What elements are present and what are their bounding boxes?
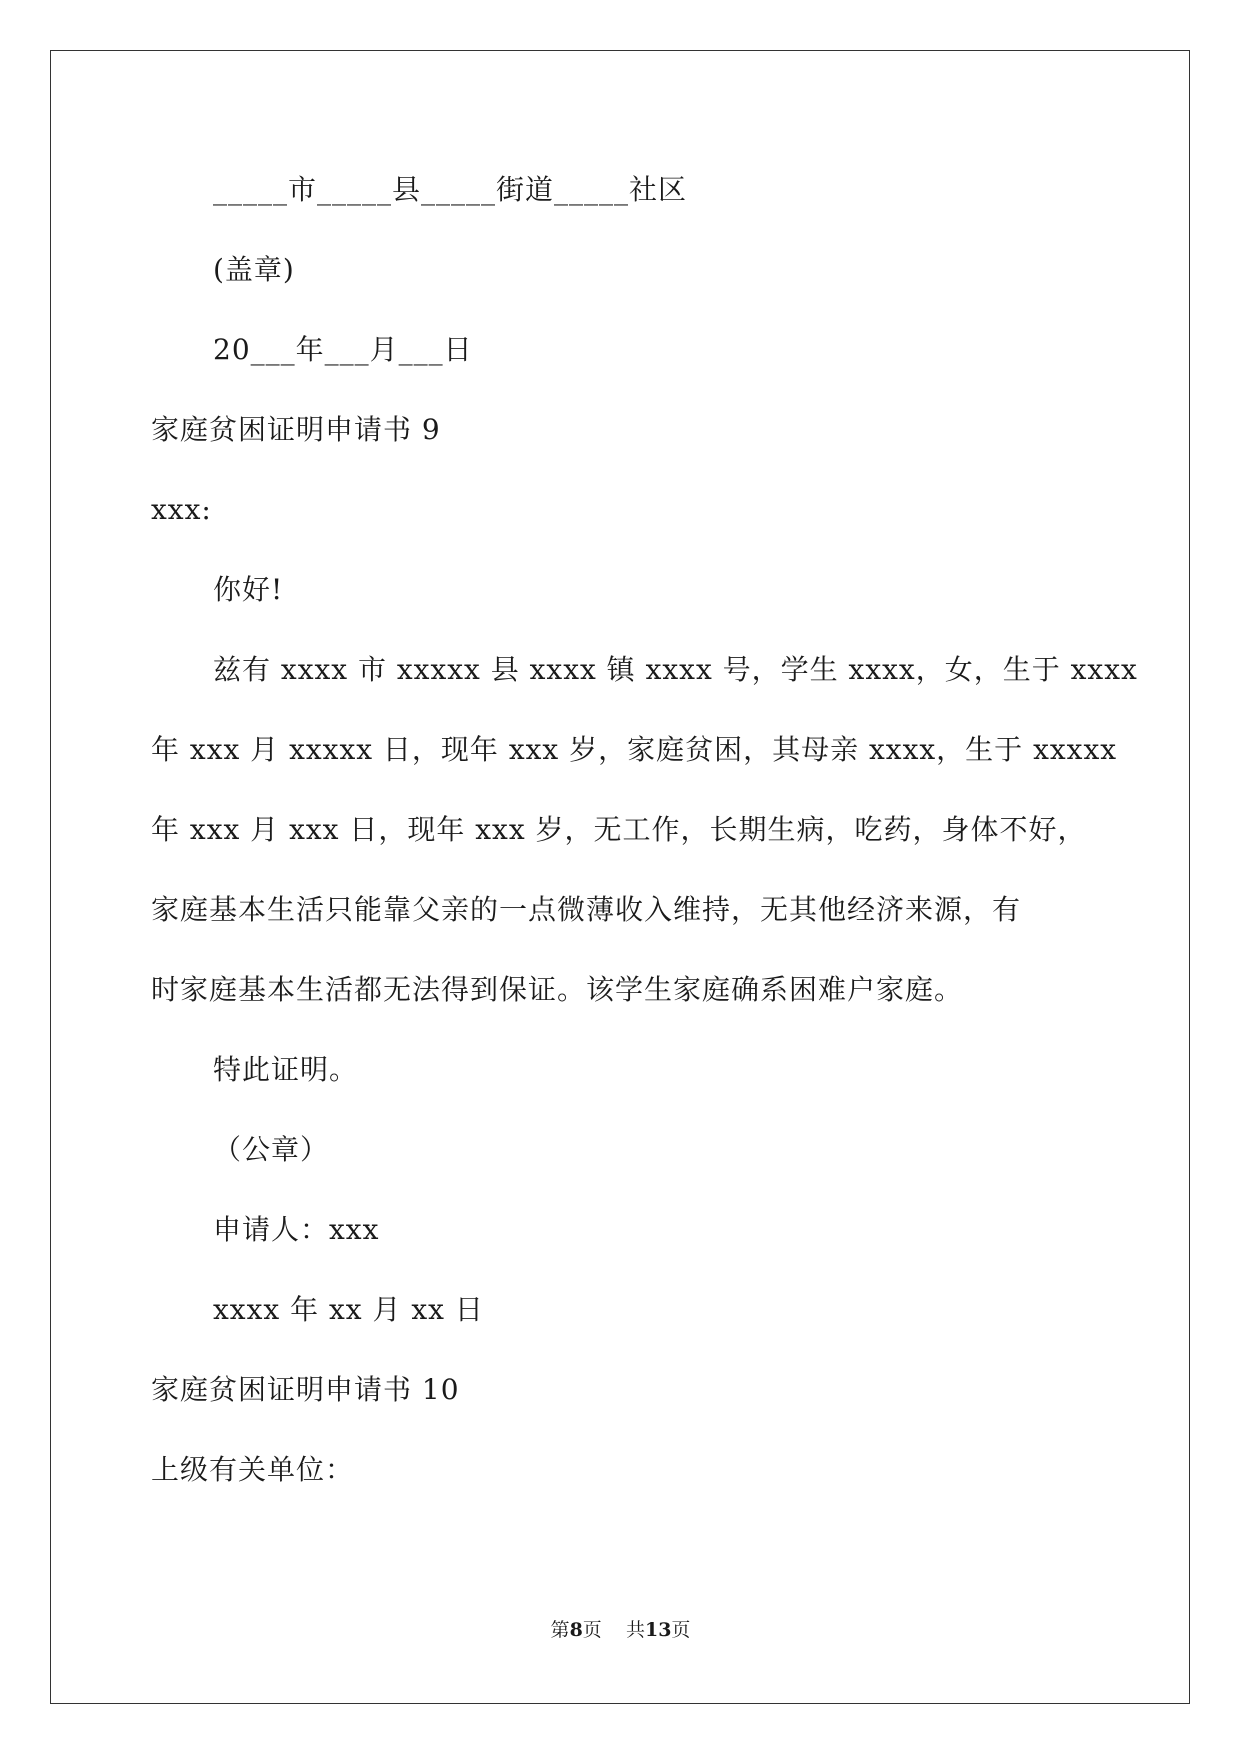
footer-mid: 页 共	[582, 1619, 645, 1641]
body-paragraph-line-5: 时家庭基本生活都无法得到保证。该学生家庭确系困难户家庭。	[151, 973, 964, 1006]
current-page-number: 8	[569, 1619, 583, 1641]
footer-suffix: 页	[671, 1619, 691, 1641]
total-pages-number: 13	[644, 1619, 672, 1641]
official-seal-note: （公章）	[213, 1133, 330, 1166]
date-line: 20___年___月___日	[213, 333, 473, 366]
address-line: _____市_____县_____街道_____社区	[213, 173, 688, 206]
section-title-10: 家庭贫困证明申请书 10	[151, 1373, 460, 1406]
body-paragraph-line-1: 兹有 xxxx 市 xxxxx 县 xxxx 镇 xxxx 号，学生 xxxx，女，生于 xxxx	[213, 653, 1138, 686]
section-title-9: 家庭贫困证明申请书 9	[151, 413, 441, 446]
seal-note: (盖章)	[213, 253, 295, 286]
salutation: xxx:	[151, 493, 212, 526]
recipient-line: 上级有关单位：	[151, 1453, 355, 1486]
greeting: 你好!	[213, 573, 284, 606]
applicant-line: 申请人：xxx	[213, 1213, 380, 1246]
footer-prefix: 第	[550, 1619, 570, 1641]
closing-statement: 特此证明。	[213, 1053, 359, 1086]
page-footer	[0, 1618, 1241, 1642]
body-paragraph-line-2: 年 xxx 月 xxxxx 日，现年 xxx 岁，家庭贫困，其母亲 xxxx，生于 xxxxx	[151, 733, 1118, 766]
body-paragraph-line-4: 家庭基本生活只能靠父亲的一点微薄收入维持，无其他经济来源，有	[151, 893, 1022, 926]
body-paragraph-line-3: 年 xxx 月 xxx 日，现年 xxx 岁，无工作，长期生病，吃药，身体不好，	[151, 813, 1087, 846]
signature-date: xxxx 年 xx 月 xx 日	[213, 1293, 484, 1326]
